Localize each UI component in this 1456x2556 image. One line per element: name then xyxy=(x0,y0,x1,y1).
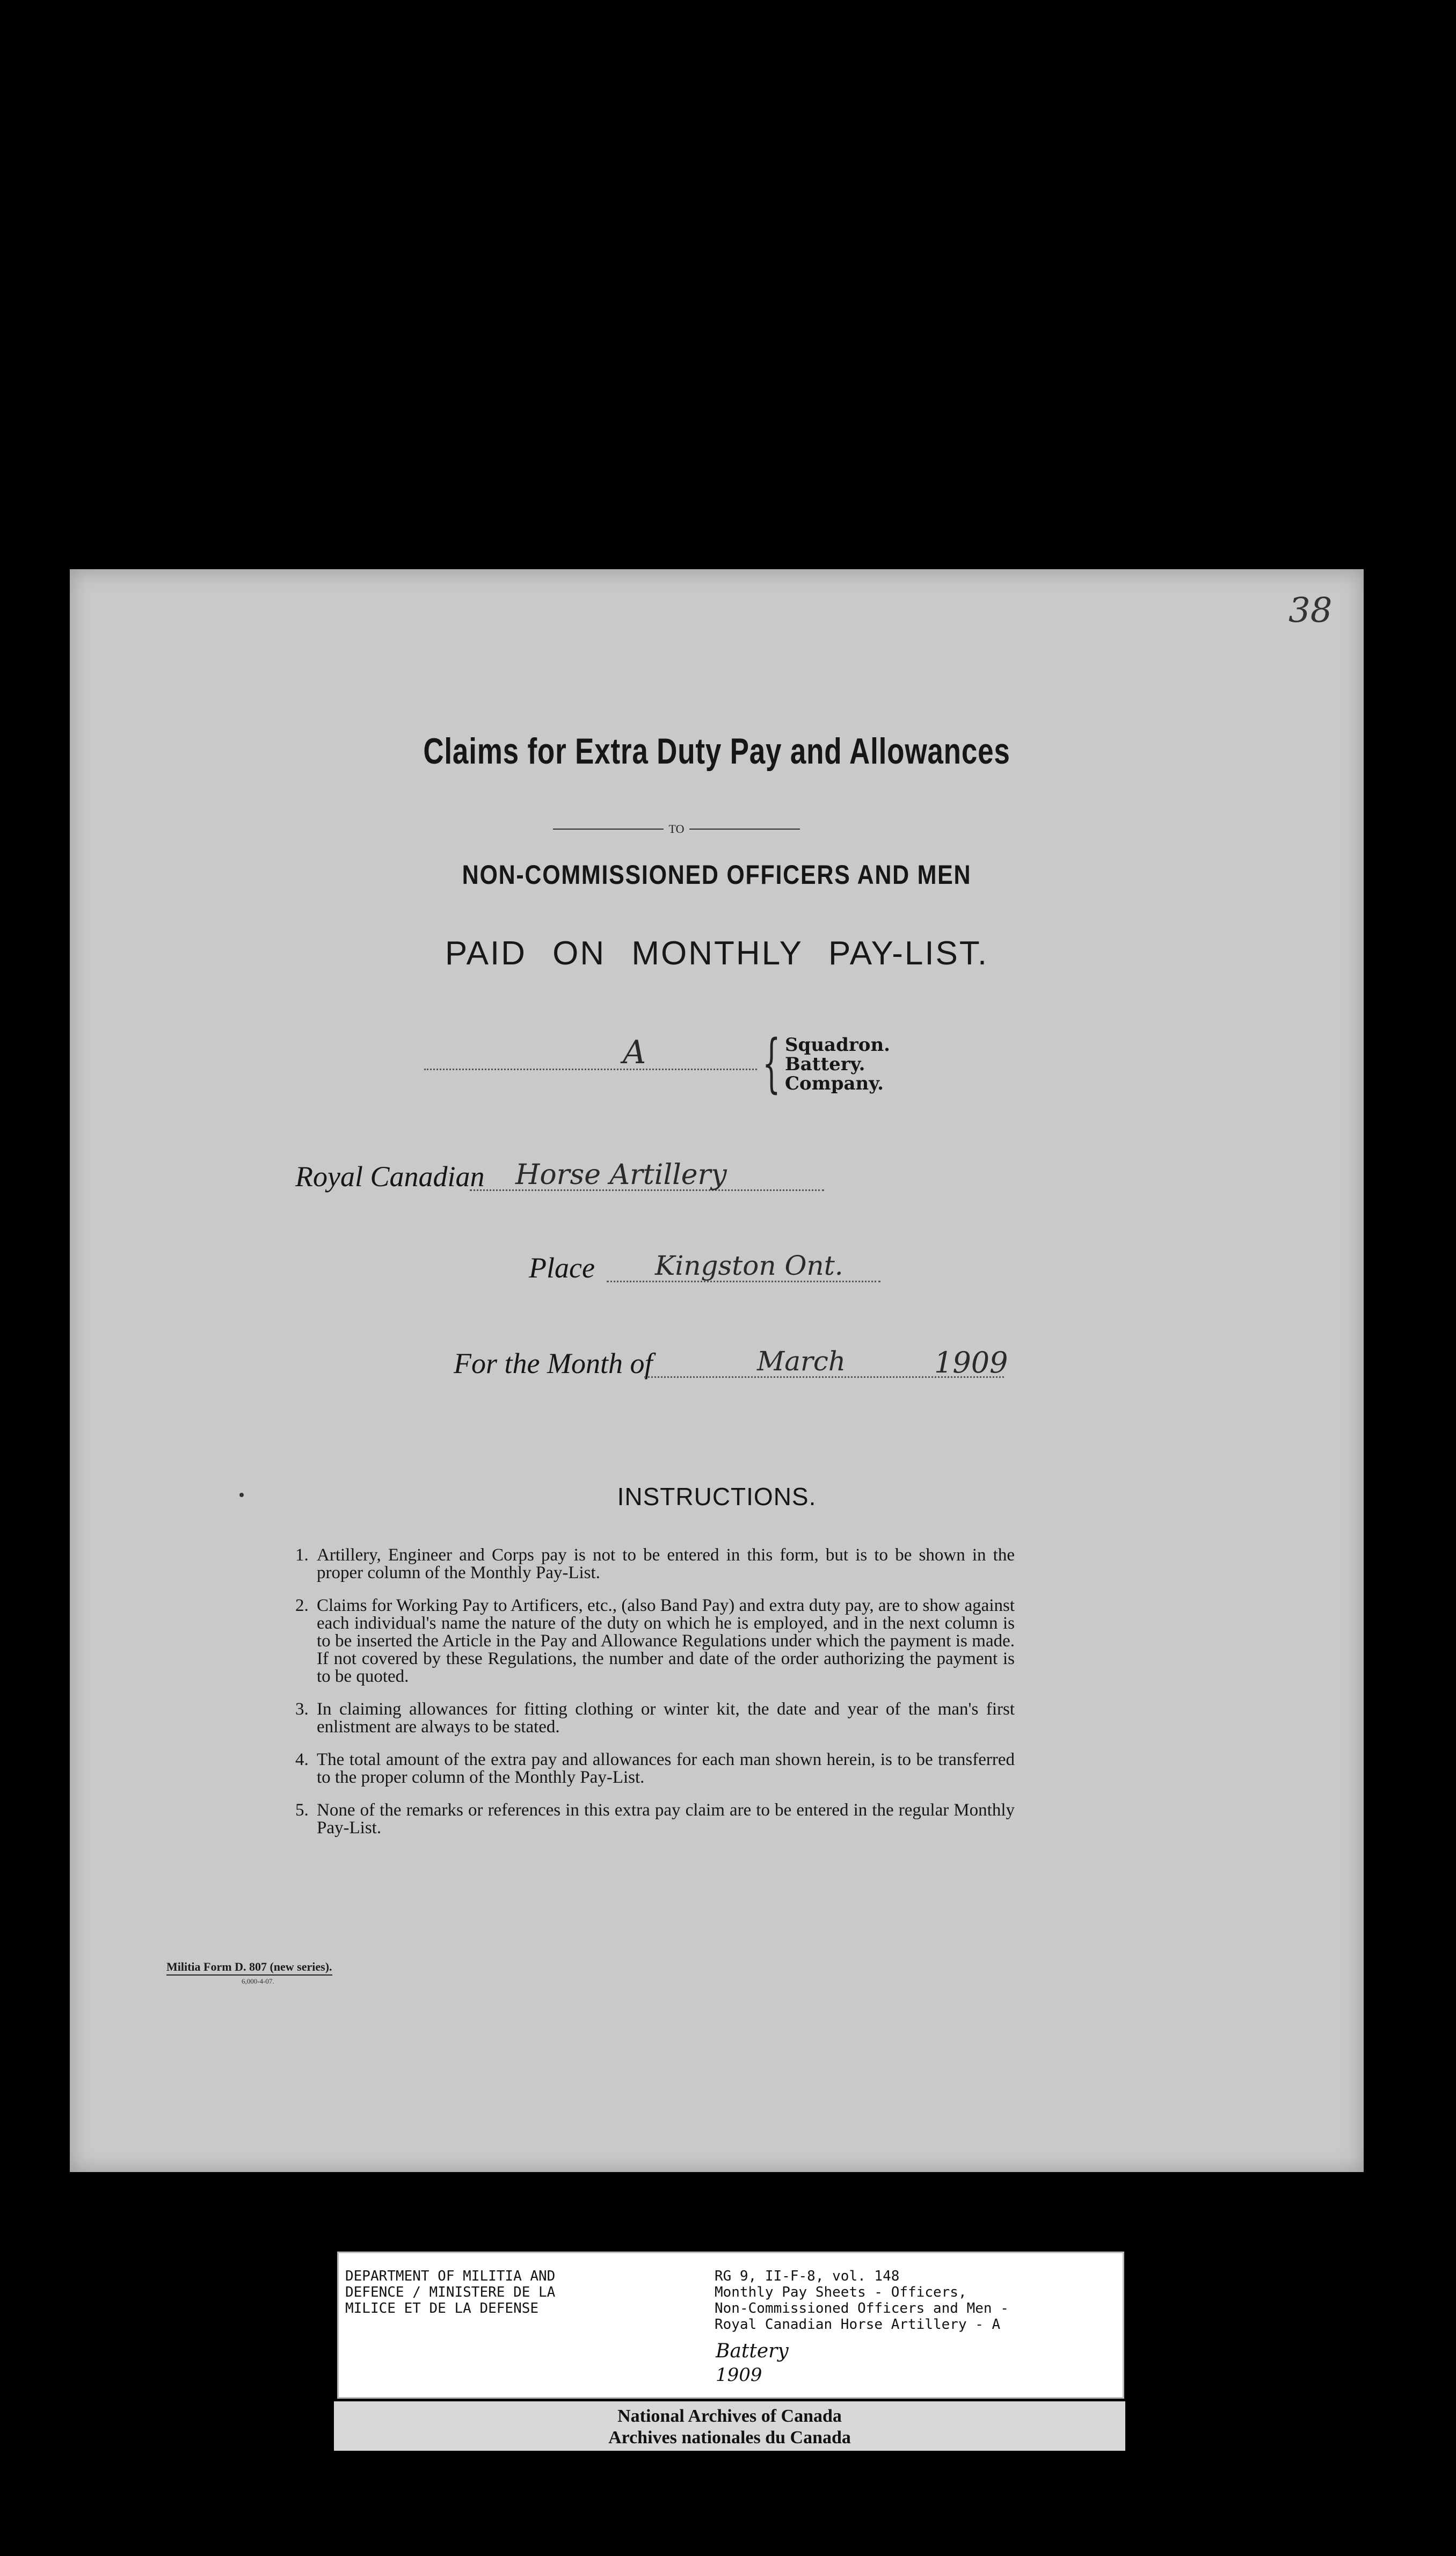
month-label: For the Month of xyxy=(454,1347,653,1379)
unit-handwritten-value: A xyxy=(623,1034,646,1071)
paylist-heading: PAID ON MONTHLY PAY-LIST. xyxy=(445,935,989,972)
handwritten-battery: Battery xyxy=(716,2340,789,2362)
unit-option-battery: Battery. xyxy=(785,1054,865,1075)
month-value: March xyxy=(757,1346,846,1377)
instruction-item: 3. In claiming allowances for fitting clothing or winter kit, the date and year of the man's first enlistment are always to be stated. xyxy=(295,1700,1015,1737)
archives-name-en: National Archives of Canada xyxy=(617,2406,842,2426)
handwritten-year: 1909 xyxy=(716,2364,762,2386)
instruction-item: 5. None of the remarks or references in this extra pay claim are to be entered in the regular Monthly Pay-List. xyxy=(295,1800,1015,1838)
archives-footer xyxy=(334,2401,1125,2451)
instruction-item: 1. Artillery, Engineer and Corps pay is not to be entered in this form, but is to be shown in the proper column of the Monthly Pay-List. xyxy=(295,1545,1015,1582)
form-subtitle: NON-COMMISSIONED OFFICERS AND MEN xyxy=(462,860,972,890)
unit-option-company: Company. xyxy=(785,1073,884,1094)
reference-text: RG 9, II-F-8, vol. 148 Monthly Pay Sheets - Officers, Non-Commissioned Officers and Men - Royal Canadian Horse Artillery - A xyxy=(715,2268,1009,2333)
divider-rule-left xyxy=(553,829,664,830)
page-number: 38 xyxy=(1288,591,1333,630)
unit-dotted-line xyxy=(424,1069,757,1070)
brace-icon: { xyxy=(762,1026,781,1100)
unit-option-squadron: Squadron. xyxy=(785,1034,890,1056)
instruction-item: 4. The total amount of the extra pay and allowances for each man shown herein, is to be transferred to the proper column of the Monthly Pay-List. xyxy=(295,1750,1015,1787)
place-value: Kingston Ont. xyxy=(655,1250,843,1281)
unit-options xyxy=(785,1035,890,1093)
instructions-list xyxy=(295,1546,1015,1852)
to-word: TO xyxy=(668,822,685,836)
instructions-title: INSTRUCTIONS. xyxy=(617,1483,817,1511)
to-divider xyxy=(553,818,800,840)
year-value: 1909 xyxy=(934,1346,1008,1379)
print-run: 6,000-4-07. xyxy=(242,1977,274,1985)
divider-rule-right xyxy=(689,829,800,830)
royal-canadian-label: Royal Canadian xyxy=(295,1160,485,1193)
royal-canadian-value: Horse Artillery xyxy=(515,1159,727,1191)
instruction-item: 2. Claims for Working Pay to Artificers, etc., (also Band Pay) and extra duty pay, are to show against each individual's name the nature of the duty on which he is employed, and in the next column is to be inserted the Article in the Pay and Allowance Regulations under which the payment is made. If not covered by these Regulations, the number and date of the order authorizing the payment is to be quoted. xyxy=(295,1596,1015,1686)
place-label: Place xyxy=(529,1252,595,1284)
archive-label xyxy=(337,2252,1124,2399)
unit-field xyxy=(424,1026,950,1106)
document-sheet xyxy=(70,569,1364,2172)
department-text: DEPARTMENT OF MILITIA AND DEFENCE / MINISTERE DE LA MILICE ET DE LA DEFENSE xyxy=(345,2268,556,2317)
form-title: Claims for Extra Duty Pay and Allowances xyxy=(423,731,1010,772)
archives-name-fr: Archives nationales du Canada xyxy=(608,2428,851,2448)
form-identifier: Militia Form D. 807 (new series). xyxy=(166,1960,332,1976)
